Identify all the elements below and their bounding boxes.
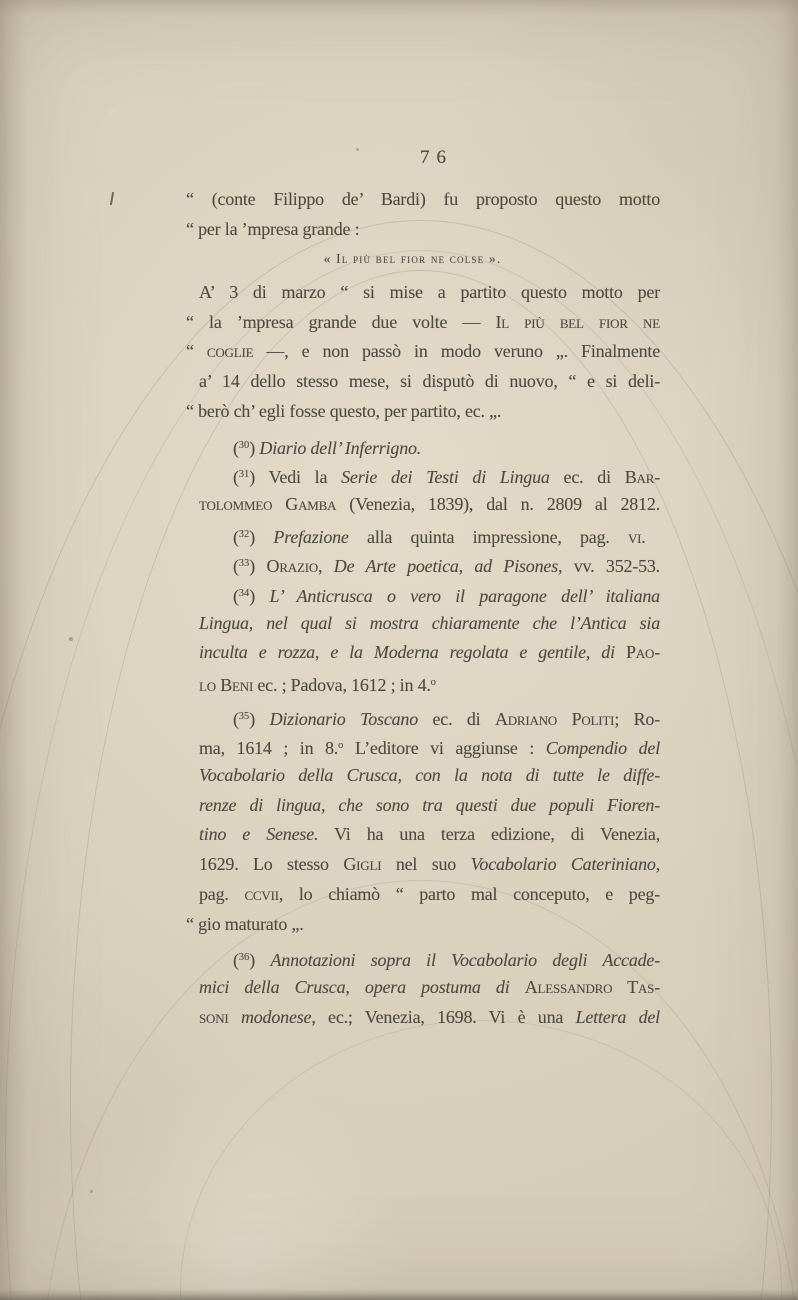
text-segment: ) — [249, 585, 270, 606]
text-segment: ( — [233, 708, 239, 729]
text-segment: ) — [249, 437, 260, 458]
text-segment: 32 — [238, 528, 250, 540]
text-segment: modonese — [240, 1006, 312, 1027]
text-segment: Vocabolario della Crusca, con la nota di tutte le diffe- — [199, 765, 660, 786]
text-segment: nel suo — [381, 854, 471, 875]
text-segment: inculta e rozza, e la Moderna regolata e gentile, di — [199, 642, 615, 663]
text-segment: Serie dei Testi di Lingua — [341, 467, 550, 488]
text-segment: mici della Crusca, opera postuma di — [199, 976, 510, 997]
text-segment: tino e Senese. — [199, 824, 319, 845]
text-segment: ) — [249, 708, 270, 729]
text-segment: , — [655, 854, 660, 875]
text-segment: Adriano Politi — [494, 708, 615, 729]
text-segment: ccvii — [244, 883, 279, 904]
text-segment: ) Vedi la — [249, 467, 342, 488]
text-segment: (Venezia, 1839), dal n. 2809 al 2812. — [336, 493, 660, 514]
text-segment: De Arte poetica, ad Pisones, — [333, 556, 563, 577]
text-segment: “ — [186, 341, 207, 362]
text-segment: ma, 1614 ; in 8. — [199, 738, 339, 759]
text-segment: “ (conte Filippo de’ Bardi) fu proposto questo motto — [186, 189, 660, 209]
text-segment: “ gio maturato „. — [186, 913, 304, 934]
text-segment: coglie — [206, 341, 254, 362]
text-segment: Lingua, nel qual si mostra chiaramente che l’Antica sia — [199, 612, 660, 633]
text-segment: 35 — [238, 710, 250, 722]
text-segment: o — [338, 740, 344, 752]
text-segment: Il più bel fior ne — [495, 311, 660, 332]
text-segment: ) — [249, 556, 267, 577]
text-segment: ec. di — [549, 467, 625, 488]
text-segment: Orazio — [266, 556, 319, 577]
text-segment: Bar- — [624, 467, 660, 488]
text-segment: Compendio del — [545, 738, 660, 759]
text-segment: Alessandro Tas- — [524, 976, 660, 997]
text-segment: renze di lingua, che sono tra questi due populi Fioren- — [199, 794, 660, 815]
text-segment: Lettera del — [575, 1006, 660, 1027]
text-segment: alla quinta impressione, pag. — [348, 526, 628, 547]
text-segment: Pao- — [626, 642, 660, 663]
text-segment: a’ 14 dello stesso mese, si disputò di nuovo, “ e si deli- — [199, 371, 660, 392]
page-number: 76 — [420, 147, 453, 168]
text-segment: Prefazione — [273, 526, 349, 547]
text-segment: 30 — [238, 439, 250, 451]
text-segment: 34 — [238, 587, 250, 599]
text-segment: ec. di — [418, 708, 495, 729]
text-segment: 1629. Lo stesso — [199, 854, 344, 875]
text-segment: ( — [233, 437, 239, 458]
text-segment: lo Beni — [199, 675, 254, 695]
text-segment: L’editore vi aggiunse : — [343, 738, 546, 759]
text-segment: 33 — [238, 558, 250, 570]
text-segment: tolommeo Gamba — [199, 493, 337, 514]
text-segment: 31 — [238, 469, 250, 481]
text-segment: ( — [233, 585, 239, 606]
text-segment: ec. ; Padova, 1612 ; in 4. — [253, 675, 431, 695]
text-segment: soni — [199, 1006, 229, 1027]
text-segment: L’ Anticrusca o vero il paragone dell’ italiana — [269, 585, 660, 606]
text-segment: pag. — [199, 883, 245, 904]
text-segment: A’ 3 di marzo “ si mise a partito questo motto per — [199, 282, 660, 303]
text-segment: , ec.; Venezia, 1698. Vi è una — [311, 1006, 576, 1027]
text-segment: “ la ’mpresa grande due volte — — [186, 311, 496, 332]
text-segment: , lo chiamò “ parto mal conceputo, e peg- — [278, 883, 660, 904]
text-segment: o — [430, 677, 436, 688]
text-segment: Vi ha una terza edizione, di Venezia, — [318, 824, 661, 845]
text-segment: vv. 352-53. — [562, 556, 660, 577]
text-segment: Gigli — [343, 854, 382, 875]
text-segment: ) — [249, 950, 271, 971]
text-segment: ( — [233, 556, 239, 577]
text-segment: ) — [249, 526, 274, 547]
text-segment: ( — [233, 467, 239, 488]
text-segment: , — [318, 556, 334, 577]
text-segment: « Il più bel fior ne colse ». — [323, 251, 502, 267]
text-segment: ; Ro- — [614, 708, 660, 729]
text-segment: “ berò ch’ egli fosse questo, per partito, ec. „. — [186, 400, 502, 421]
text-segment: Annotazioni sopra il Vocabolario degli Accade- — [270, 950, 660, 971]
text-segment: —, e non passò in modo veruno „. Finalmente — [253, 341, 660, 362]
text-segment: “ per la ’mpresa grande : — [186, 218, 360, 239]
text-segment: ( — [233, 526, 239, 547]
text-segment: vi. — [627, 526, 646, 547]
text-segment: Vocabolario Cateriniano — [470, 854, 656, 875]
text-segment: Diario dell’ Inferrigno. — [259, 437, 422, 458]
text-segment: 36 — [238, 952, 250, 964]
text-segment: Dizionario Toscano — [269, 708, 419, 729]
text-segment: ( — [233, 950, 239, 971]
